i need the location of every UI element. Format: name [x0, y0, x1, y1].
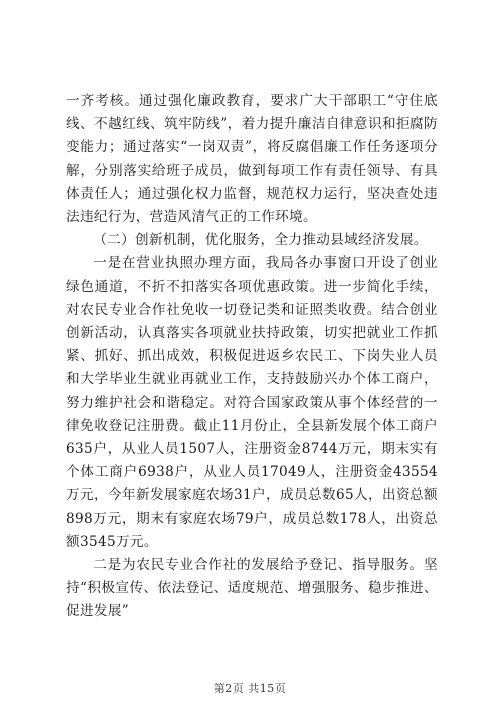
paragraph-cooperative-service: 二是为农民专业合作社的发展给予登记、指导服务。坚持“积极宣传、依法登记、适度规范、增强服务、稳步推进、促进发展”	[66, 557, 438, 620]
page-footer: 第2页 共15页	[213, 682, 287, 695]
paragraph-continuation: 一齐考核。通过强化廉政教育，要求广大干部职工“守住底线、不越红线、筑牢防线”，着力提升廉洁自律意识和拒腐防变能力；通过落实“一岗双责”，将反腐倡廉工作任务逐项分解，分别落实给班子成员，做到每项工作有责任领导、有具体责任人；通过强化权力监督，规范权力运行，坚决查处违法违纪行为，营造风清气正的工作环境。	[66, 93, 438, 226]
paragraph-business-license: 一是在营业执照办理方面，我局各办事窗口开设了创业绿色通道，不折不扣落实各项优惠政策。进一步简化手续，对农民专业合作社免收一切登记类和证照类收费。结合创业创新活动，认真落实各项就业扶持政策，切实把就业工作抓紧、抓好、抓出成效，积极促进返乡农民工、下岗失业人员和大学毕业生就业再就业工作，支持鼓励兴办个体工商户，努力维护社会和谐稳定。对符合国家政策从事个体经营的一律免收登记注册费。截止11月份止，全县新发展个体工商户635户，从业人员1507人，注册资金8744万元，期末实有个体工商户6938户，从业人员17049人，注册资金43554万元，今年新发展家庭农场31户，成员总数65人，出资总额898万元，期末有家庭农场79户，成员总数178人，出资总额3545万元。	[66, 255, 438, 550]
section-heading: （二）创新机制，优化服务，全力推动县域经济发展。	[93, 232, 428, 249]
document-body	[66, 90, 438, 624]
